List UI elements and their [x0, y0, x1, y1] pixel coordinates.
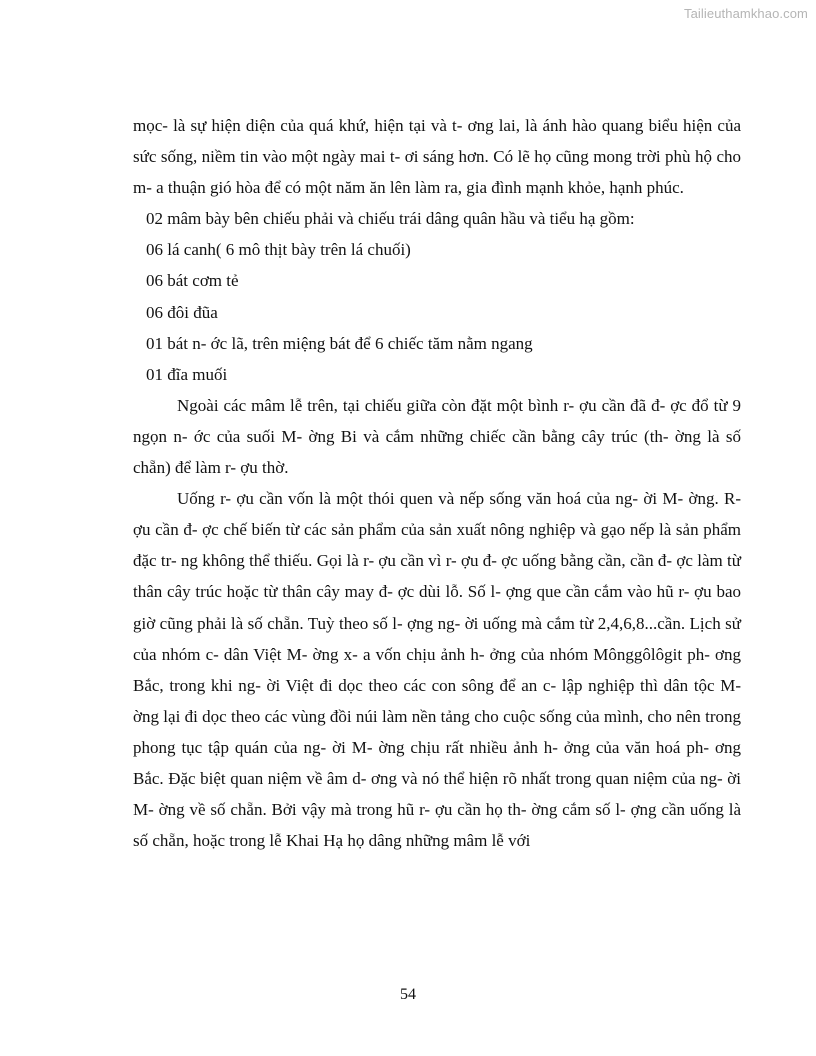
offering-list-item: 06 đôi đũa: [146, 302, 218, 322]
offering-list-intro: 02 mâm bày bên chiếu phải và chiếu trái dâng quân hầu và tiểu hạ gồm:: [146, 209, 635, 229]
offering-list-item: 01 đĩa muối: [146, 364, 228, 384]
paragraph-continuation: mọc- là sự hiện diện của quá khứ, hiện tại và t- ơng lai, là ánh hào quang biểu hiện của sức sống, niềm tin vào một ngày mai t- ơi sáng hơn. Có lẽ họ cũng mong trời phù hộ cho m- a thuận gió hòa để có một năm ăn lên làm ra, gia đình mạnh khỏe, hạnh phúc.: [133, 116, 741, 198]
offering-list-item: 01 bát n- ớc lã, trên miệng bát để 6 chiếc tăm nằm ngang: [146, 333, 533, 353]
paragraph-ritual-wine: Ngoài các mâm lễ trên, tại chiếu giữa còn đặt một bình r- ợu cần đã đ- ợc đổ từ 9 ngọn n- ớc của suối M- ờng Bi và cắm những chiếc cần bằng cây trúc (th- ờng là số chẵn) để làm r- ợu thờ.: [133, 395, 741, 478]
page-body: [133, 110, 741, 856]
offering-list-item: 06 lá canh( 6 mô thịt bày trên lá chuối): [146, 240, 411, 260]
watermark-text: Tailieuthamkhao.com: [683, 6, 808, 21]
page-number: 54: [400, 986, 416, 1003]
paragraph-drinking-custom: Uống r- ợu cần vốn là một thói quen và nếp sống văn hoá của ng- ời M- ờng. R- ợu cần đ- ợc chế biến từ các sản phẩm của sản xuất nông nghiệp và gạo nếp là sản phẩm đặc tr- ng không thể thiếu. Gọi là r- ợu cần vì r- ợu đ- ợc uống bằng cần, cần đ- ợc làm từ thân cây trúc hoặc từ thân cây may đ- ợc dùi lỗ. Số l- ợng que cần cắm vào hũ r- ợu bao giờ cũng phải là số chẵn. Tuỳ theo số l- ợng ng- ời uống mà cắm từ 2,4,6,8...cần. Lịch sử của nhóm c- dân Việt M- ờng x- a vốn chịu ảnh h- ởng của nhóm Mônggôlôgit ph- ơng Bắc, trong khi ng- ời Việt đi dọc theo các con sông để an c- lập nghiệp thì dân tộc M- ờng lại đi dọc theo các vùng đồi núi làm nền tảng cho cuộc sống của mình, cho nên trong phong tục tập quán của ng- ời M- ờng chịu rất nhiều ảnh h- ởng của văn hoá ph- ơng Bắc. Đặc biệt quan niệm về âm d- ơng và nó thể hiện rõ nhất trong quan niệm của ng- ời M- ờng về số chẵn. Bởi vậy mà trong hũ r- ợu cần họ th- ờng cắm số l- ợng cần uống là số chẵn, hoặc trong lễ Khai Hạ họ dâng những mâm lễ với: [133, 489, 741, 851]
offering-list-item: 06 bát cơm tẻ: [146, 271, 239, 291]
